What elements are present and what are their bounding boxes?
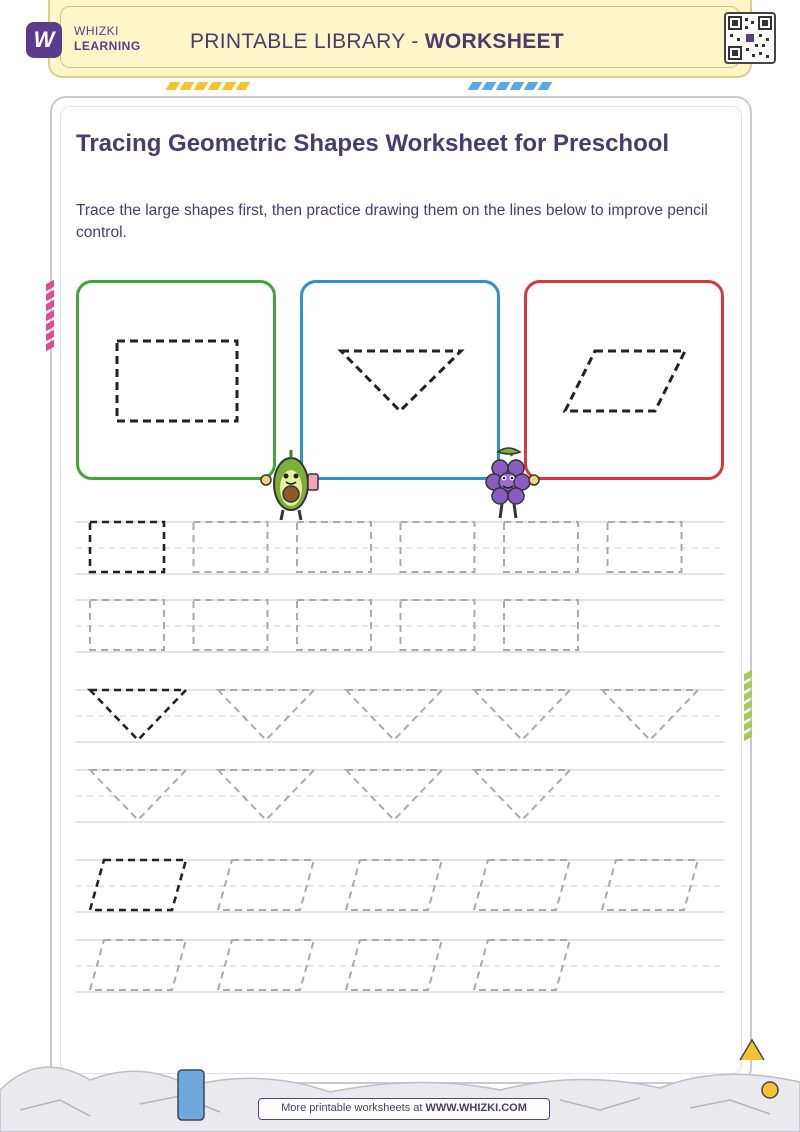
trace-rectangle-1-2 [194, 522, 268, 572]
footer-link[interactable] [258, 1098, 550, 1120]
trace-triangle-4-1 [90, 770, 186, 820]
model-parallelogram-5-1 [90, 860, 186, 910]
trace-triangle-3-3 [346, 690, 442, 740]
trace-rectangle-2-1 [90, 600, 164, 650]
brand-line-1: WHIZKI [74, 24, 119, 38]
trace-triangle-3-5 [602, 690, 698, 740]
worksheet-title: Tracing Geometric Shapes Worksheet for Preschool [76, 130, 670, 157]
trace-triangle-3-2 [218, 690, 314, 740]
trace-parallelogram-6-3 [346, 940, 442, 990]
model-rectangle-1-1 [90, 522, 164, 572]
whizki-logo-icon: W [26, 22, 62, 58]
trace-triangle-4-4 [474, 770, 570, 820]
trace-triangle-4-2 [218, 770, 314, 820]
model-triangle-3-1 [90, 690, 186, 740]
brand-line-2: LEARNING [74, 39, 141, 53]
trace-parallelogram-5-3 [346, 860, 442, 910]
trace-parallelogram-5-4 [474, 860, 570, 910]
trace-rectangle-1-4 [401, 522, 475, 572]
trace-rectangle-2-2 [194, 600, 268, 650]
trace-rectangle-1-6 [608, 522, 682, 572]
trace-parallelogram-6-4 [474, 940, 570, 990]
trace-parallelogram-5-5 [602, 860, 698, 910]
trace-triangle-4-3 [346, 770, 442, 820]
footer-prefix: More printable worksheets at [281, 1102, 426, 1114]
trace-rectangle-2-4 [401, 600, 475, 650]
trace-parallelogram-6-1 [90, 940, 186, 990]
footer-site[interactable]: WWW.WHIZKI.COM [425, 1102, 527, 1114]
trace-rectangle-2-5 [504, 600, 578, 650]
trace-rectangle-2-3 [297, 600, 371, 650]
trace-parallelogram-6-2 [218, 940, 314, 990]
library-title-prefix: PRINTABLE LIBRARY - [190, 30, 425, 53]
trace-rectangle-1-3 [297, 522, 371, 572]
trace-parallelogram-5-2 [218, 860, 314, 910]
library-title-bold: WORKSHEET [424, 30, 564, 53]
trace-triangle-3-4 [474, 690, 570, 740]
worksheet-instructions: Trace the large shapes first, then practice drawing them on the lines below to improve pencil control. [76, 202, 708, 241]
trace-rectangle-1-5 [504, 522, 578, 572]
